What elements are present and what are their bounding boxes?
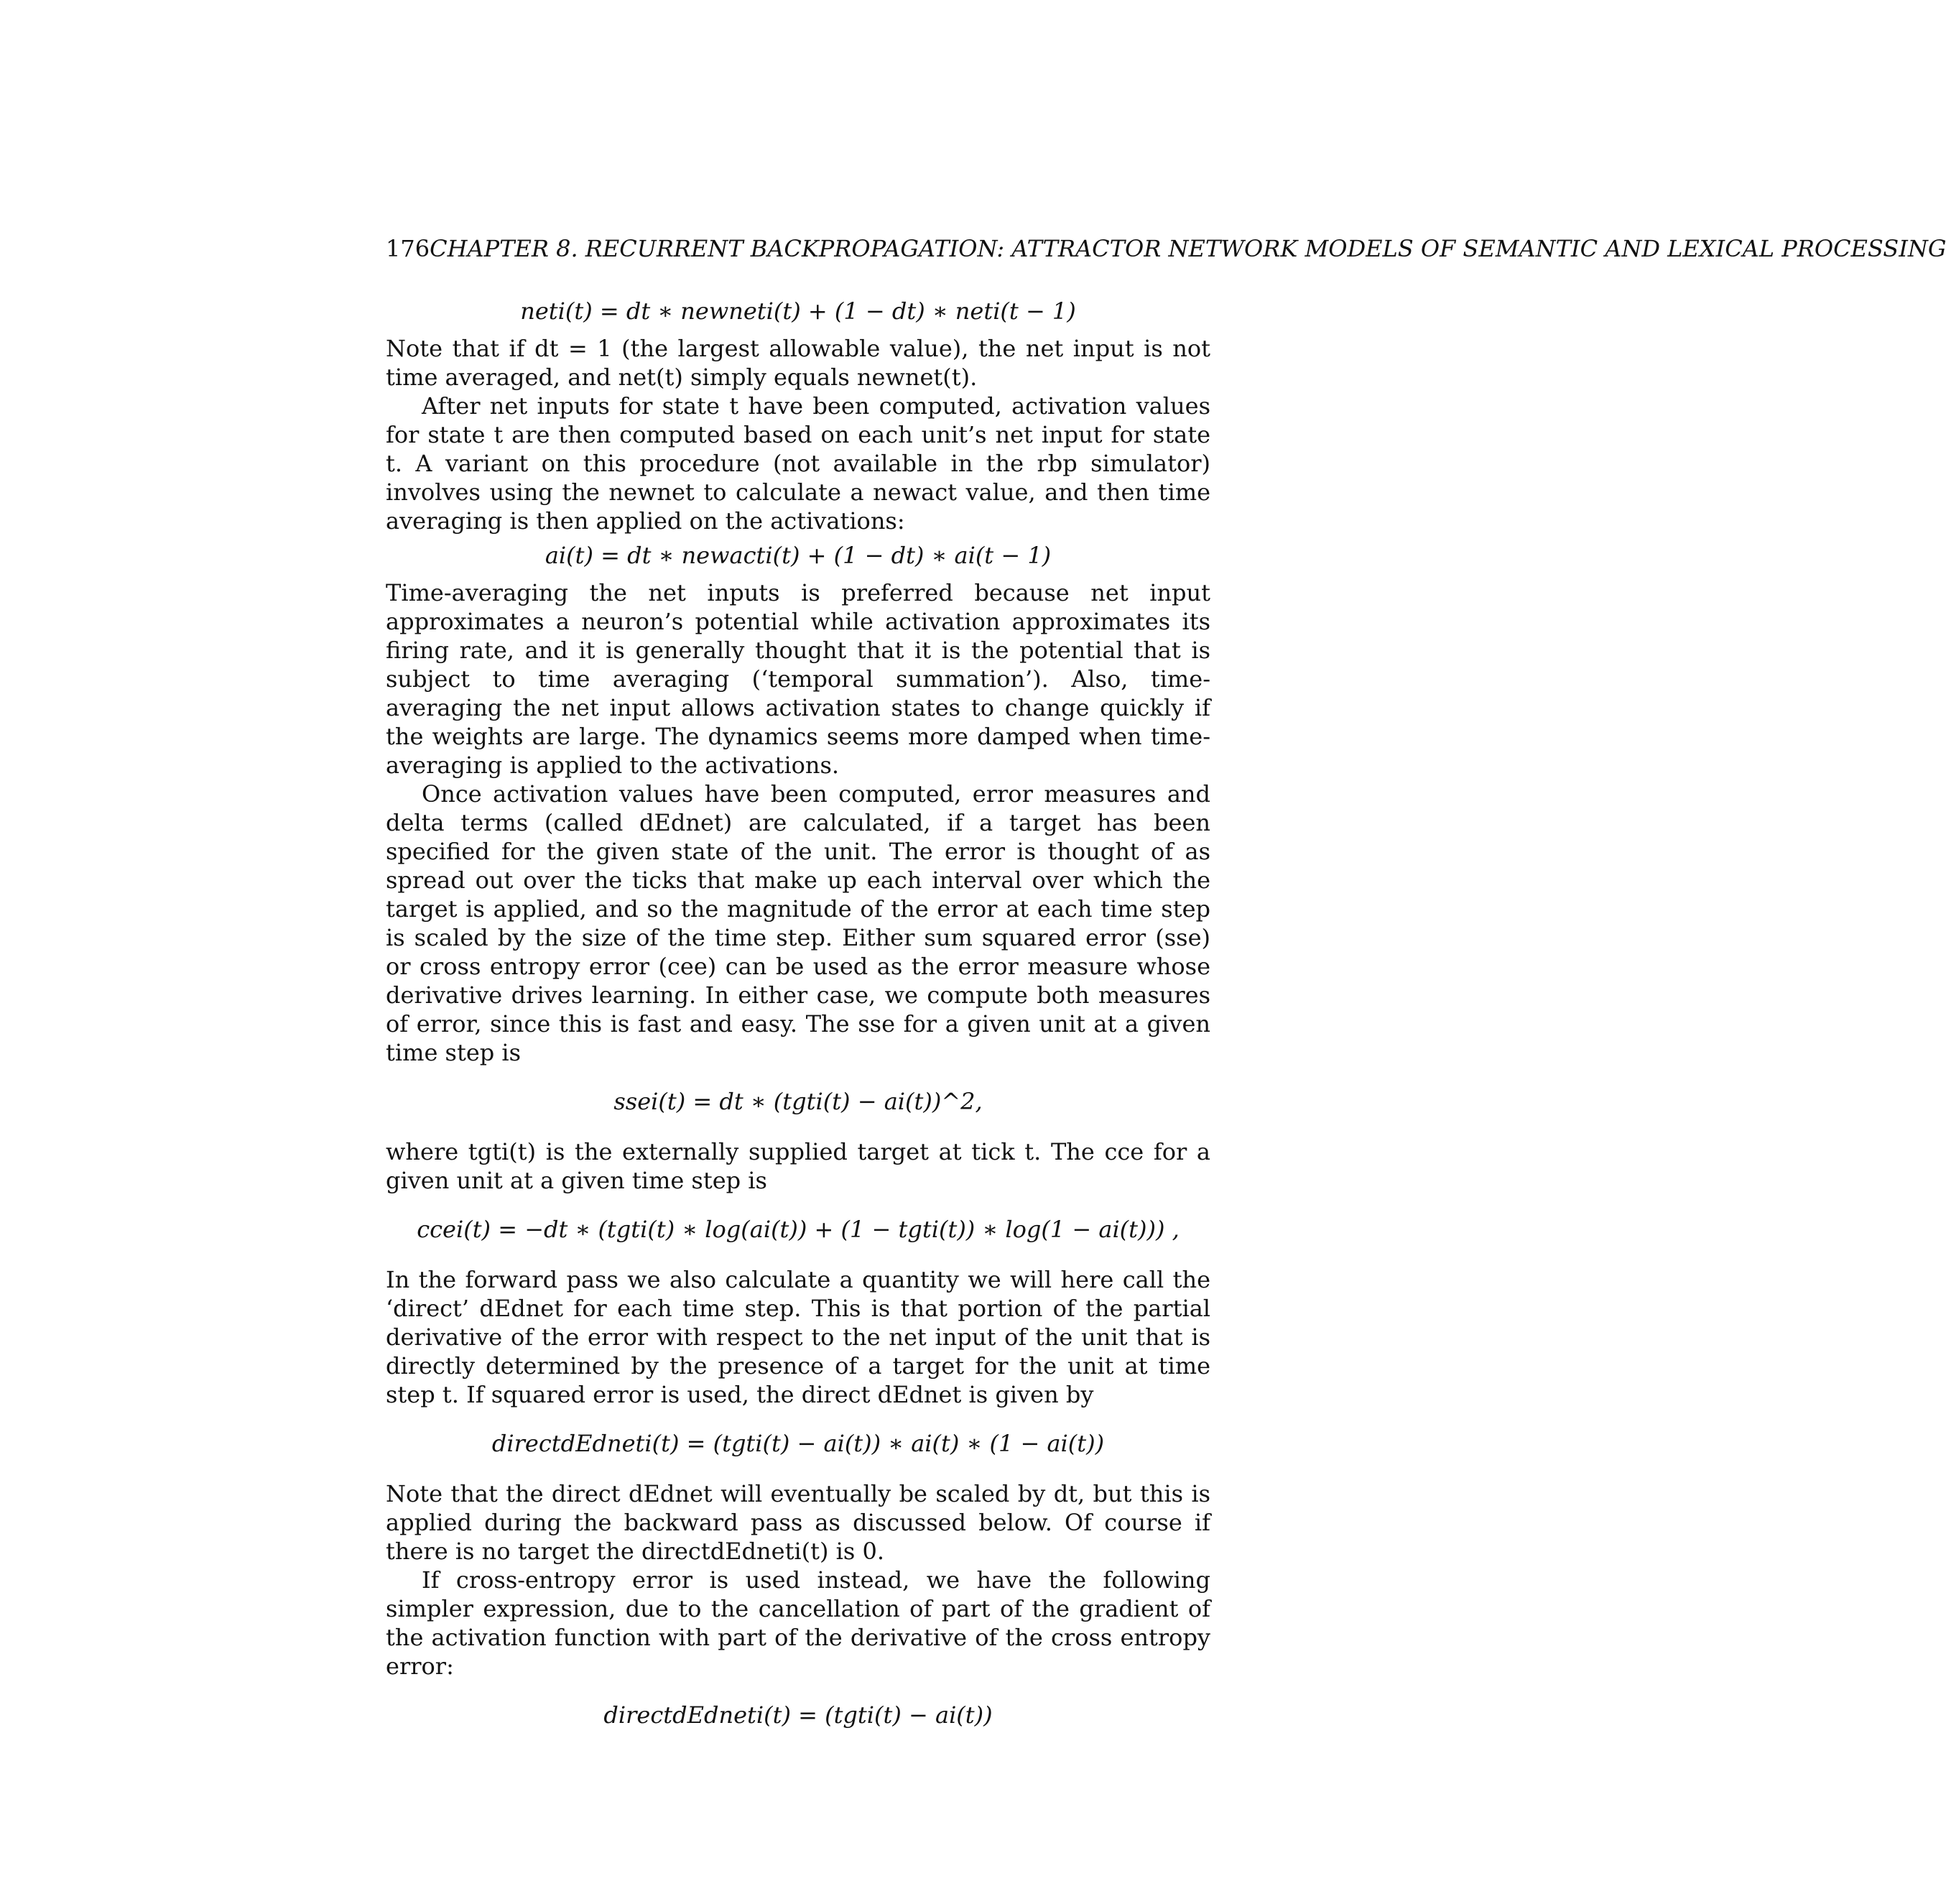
equation-cce — [386, 1215, 1210, 1244]
equation-direct-dednet-sse — [386, 1429, 1210, 1458]
equation-text: neti(t) = dt ∗ newneti(t) + (1 − dt) ∗ neti(t − 1) — [520, 297, 1076, 325]
paragraph-time-averaging-preference: Time-averaging the net inputs is preferred because net input approximates a neuron’s potential while activation approximates its firing rate, and it is generally thought that it is the potential that is subject to time averaging (‘temporal summation’). Also, time-averaging the net input allows activation states to change quickly if the weights are large. The dynamics seems more damped when time-averaging is applied to the activations. — [386, 579, 1210, 779]
equation-text: directdEdneti(t) = (tgti(t) − ai(t)) — [603, 1701, 993, 1729]
running-head — [386, 234, 1946, 263]
equation-sse — [386, 1087, 1210, 1116]
equation-direct-dednet-cce — [386, 1701, 1210, 1729]
paragraph-activation-variant — [386, 392, 1210, 535]
equation-text: ssei(t) = dt ∗ (tgti(t) − ai(t))^2, — [613, 1088, 983, 1115]
paragraph-cross-entropy: If cross-entropy error is used instead, we have the following simpler expression, due to the cancellation of part of the gradient of the activation function with part of the derivative of the cross entropy error: — [386, 1566, 1210, 1680]
paragraph-dednet-scaling: Note that the direct dEdnet will eventually be scaled by dt, but this is applied during the backward pass as discussed below. Of course if there is no target the directdEdneti(t) is 0. — [386, 1480, 1210, 1565]
chapter-title: CHAPTER 8. RECURRENT BACKPROPAGATION: ATTRACTOR NETWORK MODELS OF SEMANTIC AND LEXICAL PROCESSING — [430, 235, 1946, 262]
paragraph-error-measures: Once activation values have been computed, error measures and delta terms (called dEdnet) are calculated, if a target has been specified for the given state of the unit. The error is thought of as spread out over the ticks that make up each interval over which the target is applied, and so the magnitude of the error at each time step is scaled by the size of the time step. Either sum squared error (sse) or cross entropy error (cee) can be used as the error measure whose derivative drives learning. In either case, we compute both measures of error, since this is fast and easy. The sse for a given unit at a given time step is — [386, 780, 1210, 1066]
paragraph-direct-dednet: In the forward pass we also calculate a quantity we will here call the ‘direct’ dEdnet for each time step. This is that portion of the partial derivative of the error with respect to the net input of the unit that is directly determined by the presence of a target for the unit at time step t. If squared error is used, the direct dEdnet is given by — [386, 1266, 1210, 1408]
equation-net-time-average — [386, 297, 1210, 325]
equation-text: directdEdneti(t) = (tgti(t) − ai(t)) ∗ ai(t) ∗ (1 − ai(t)) — [491, 1430, 1105, 1457]
paragraph-dt-note: Note that if dt = 1 (the largest allowable value), the net input is not time averaged, and net(t) simply equals newnet(t). — [386, 335, 1210, 391]
page-number: 176 — [386, 235, 430, 262]
equation-activation-time-average — [386, 541, 1210, 570]
paragraph-text: After net inputs for state t have been computed, activation values for state t are then computed based on each unit’s net input for state t. A variant on this procedure (not available in the rbp simulator) involves using the newnet to calculate a newact value, and then time averaging is then applied on the activations: — [386, 392, 1210, 535]
equation-text: ai(t) = dt ∗ newacti(t) + (1 − dt) ∗ ai(t − 1) — [545, 542, 1052, 569]
page-body — [386, 291, 1210, 1751]
paragraph-target-definition: where tgti(t) is the externally supplied target at tick t. The cce for a given unit at a given time step is — [386, 1138, 1210, 1194]
equation-text: ccei(t) = −dt ∗ (tgti(t) ∗ log(ai(t)) + (1 − tgti(t)) ∗ log(1 − ai(t))) , — [417, 1216, 1180, 1243]
